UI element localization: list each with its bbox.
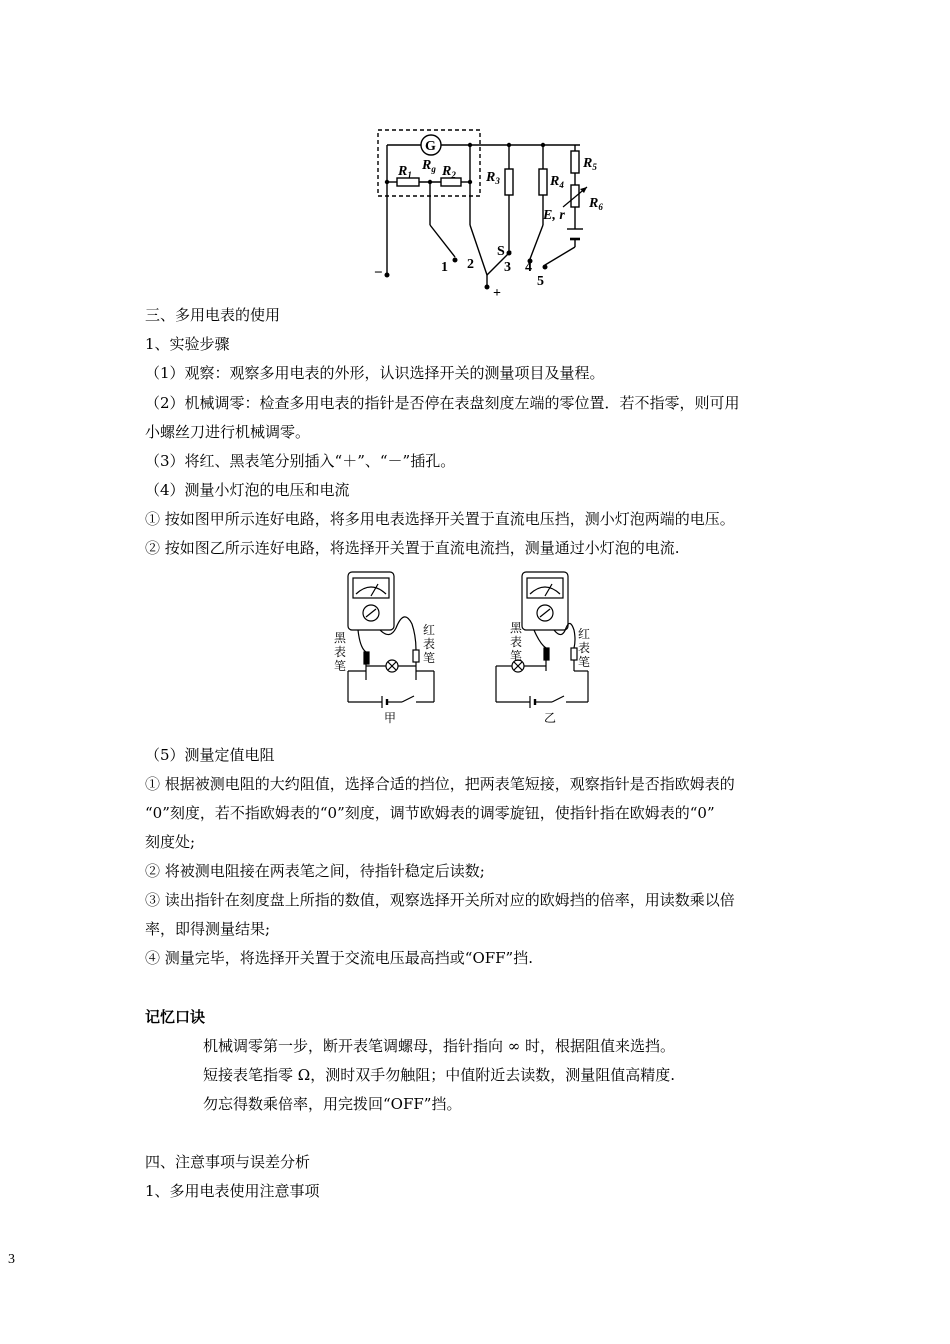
step-2-line-1: （2）机械调零：检查多用电表的指针是否停在表盘刻度左端的零位置．若不指零，则可用: [145, 394, 740, 412]
step-4-item-2: ② 按如图乙所示连好电路，将选择开关置于直流电流挡，测量通过小灯泡的电流.: [145, 539, 680, 557]
label-r1: $R_1$: [398, 164, 412, 180]
red-lead-label-yi-3: 笔: [578, 655, 591, 669]
resistor-r5: [571, 151, 579, 173]
terminal-4: 4: [525, 260, 532, 275]
step-5-item-1-line-1: ① 根据被测电阻的大约阻值，选择合适的挡位，把两表笔短接，观察指针是否指欧姆表的: [145, 775, 735, 793]
section-4-heading: 四、注意事项与误差分析: [145, 1153, 311, 1171]
label-r2: $R_2$: [442, 164, 456, 180]
caption-jia: 甲: [384, 711, 397, 725]
black-lead-label-jia-3: 笔: [334, 659, 347, 673]
multimeter-circuit-diagram: [365, 125, 625, 300]
label-r6: $R_6$: [589, 196, 603, 212]
meter-figure-jia: [330, 568, 445, 728]
step-5-item-2: ② 将被测电阻接在两表笔之间，待指针稳定后读数;: [145, 862, 485, 880]
terminal-2: 2: [467, 257, 474, 272]
step-4-item-1: ① 按如图甲所示连好电路，将多用电表选择开关置于直流电压挡，测小灯泡两端的电压。: [145, 510, 735, 528]
resistor-r4: [539, 169, 547, 195]
label-rg: $R_g$: [422, 158, 436, 174]
resistor-r3: [505, 169, 513, 195]
terminal-5: 5: [537, 274, 544, 289]
mnemonic-title: 记忆口诀: [145, 1008, 206, 1026]
label-r3: $R_3$: [486, 170, 500, 186]
black-lead-label-yi-3: 笔: [510, 649, 523, 663]
mnemonic-line-2: 短接表笔指零 Ω，测时双手勿触阻；中值附近去读数，测量阻值高精度.: [203, 1066, 675, 1084]
step-1: （1）观察：观察多用电表的外形，认识选择开关的测量项目及量程。: [145, 364, 605, 382]
black-lead-label-yi-1: 黑: [510, 621, 523, 635]
black-lead-label-jia-1: 黑: [334, 631, 347, 645]
step-5-item-3-line-2: 率，即得测量结果;: [145, 920, 271, 938]
step-5-item-1-line-3: 刻度处;: [145, 833, 196, 851]
step-2-line-2: 小螺丝刀进行机械调零。: [145, 423, 311, 441]
step-5-item-1-line-2: “0”刻度，若不指欧姆表的“0”刻度，调节欧姆表的调零旋钮，使指针指在欧姆表的“0”: [145, 804, 715, 822]
step-4: （4）测量小灯泡的电压和电流: [145, 481, 350, 499]
red-lead-label-jia-3: 笔: [423, 651, 436, 665]
label-plus: +: [493, 286, 501, 300]
label-battery: E, r: [543, 208, 565, 223]
label-r4: $R_4$: [550, 174, 564, 190]
caption-yi: 乙: [544, 711, 557, 725]
mnemonic-line-3: 勿忘得数乘倍率，用完拨回“OFF”挡。: [203, 1095, 462, 1113]
section-3-heading: 三、多用电表的使用: [145, 306, 281, 324]
mnemonic-line-1: 机械调零第一步，断开表笔调螺母，指针指向 ∞ 时，根据阻值来选挡。: [203, 1037, 676, 1055]
resistor-r6: [571, 185, 579, 207]
red-lead-label-jia-2: 表: [423, 637, 436, 651]
label-r5: $R_5$: [583, 156, 597, 172]
meter-figure-yi: [490, 568, 605, 728]
red-lead-label-yi-1: 红: [578, 627, 591, 641]
step-5-item-4: ④ 测量完毕，将选择开关置于交流电压最高挡或“OFF”挡.: [145, 949, 533, 967]
label-switch: S: [497, 244, 505, 259]
red-lead-label-yi-2: 表: [578, 641, 591, 655]
label-minus: −: [374, 265, 383, 281]
step-5: （5）测量定值电阻: [145, 746, 275, 764]
notes-title: 1、多用电表使用注意事项: [145, 1182, 320, 1200]
terminal-1: 1: [441, 260, 448, 275]
page-number: 3: [8, 1252, 15, 1267]
terminal-3: 3: [504, 260, 511, 275]
steps-title: 1、实验步骤: [145, 335, 230, 353]
step-5-item-3-line-1: ③ 读出指针在刻度盘上所指的数值，观察选择开关所对应的欧姆挡的倍率，用读数乘以倍: [145, 891, 735, 909]
label-g: G: [425, 139, 436, 154]
black-lead-label-yi-2: 表: [510, 635, 523, 649]
red-lead-label-jia-1: 红: [423, 623, 436, 637]
step-3: （3）将红、黑表笔分别插入“＋”、“－”插孔。: [145, 452, 456, 470]
black-lead-label-jia-2: 表: [334, 645, 347, 659]
